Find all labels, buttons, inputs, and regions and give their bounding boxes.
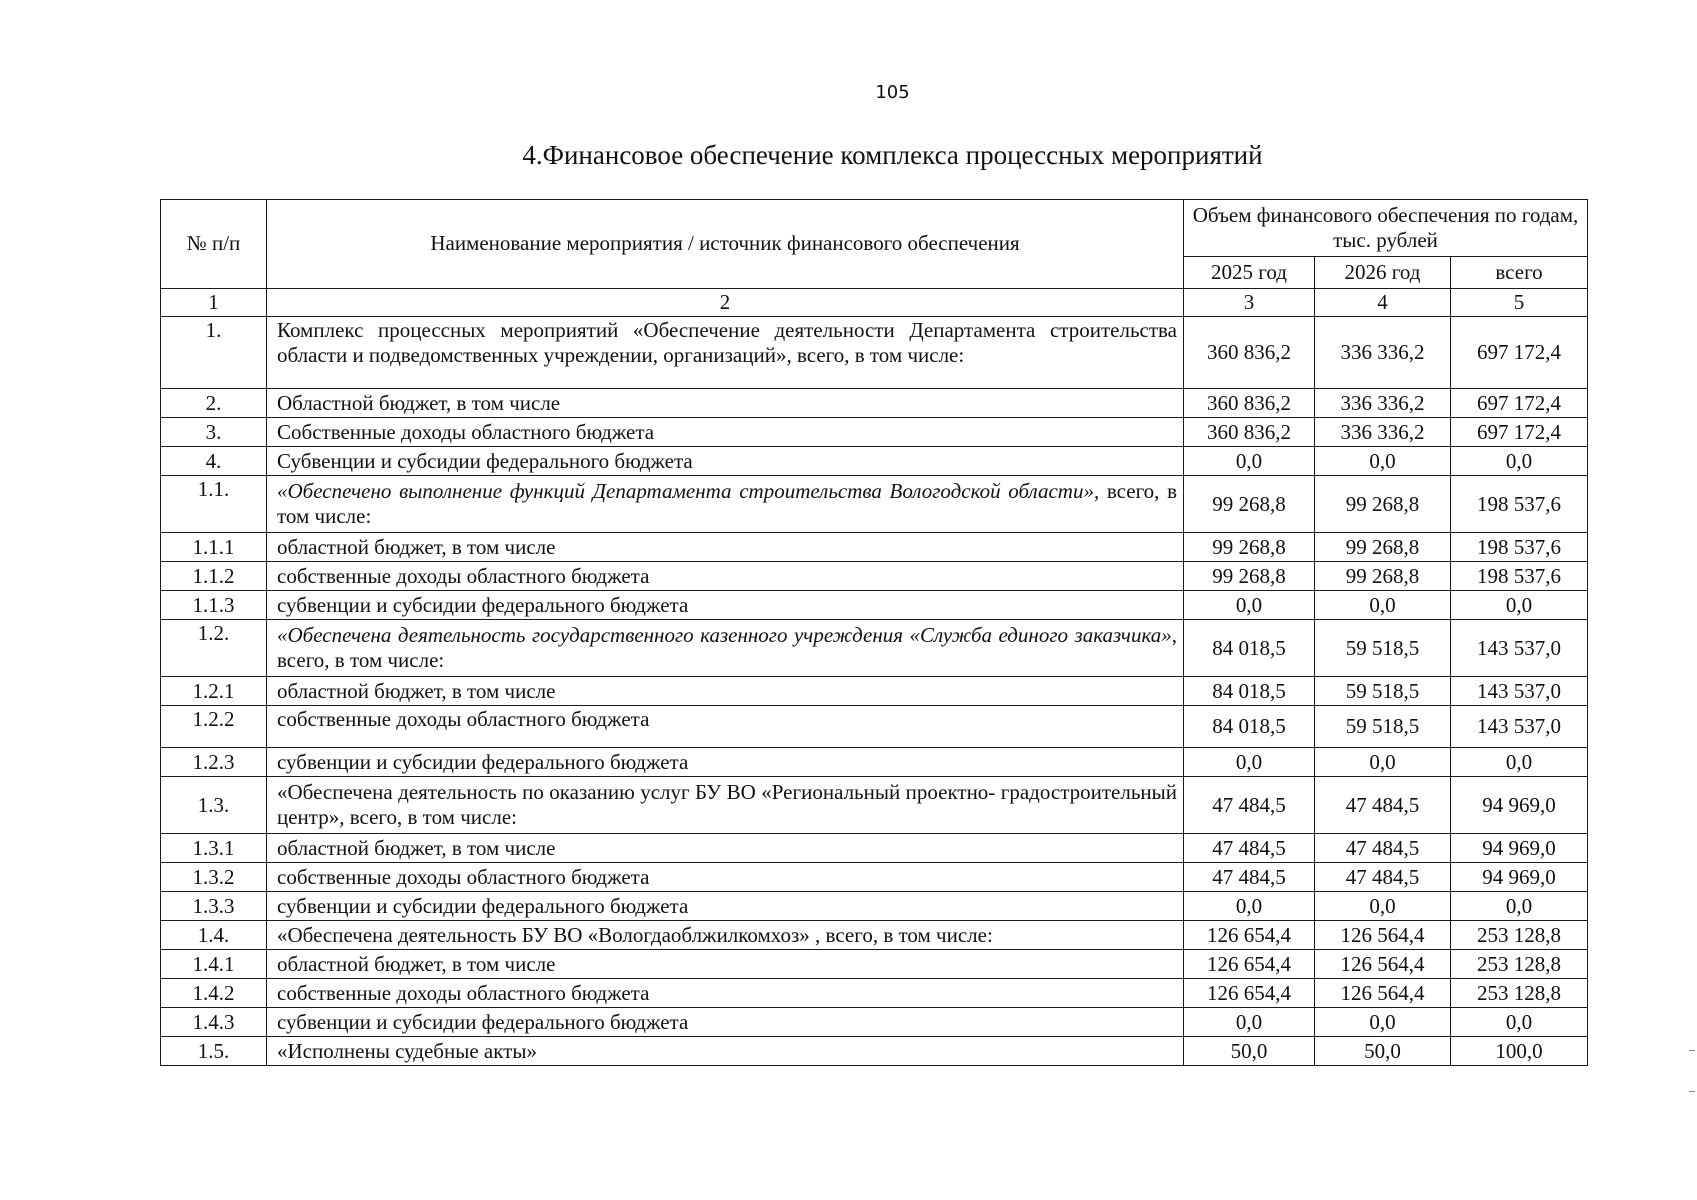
row-name: собственные доходы областного бюджета bbox=[267, 562, 1184, 591]
table-row bbox=[161, 1008, 1588, 1037]
row-name: областной бюджет, в том числе bbox=[267, 950, 1184, 979]
row-number: 1. bbox=[161, 317, 267, 389]
table-row bbox=[161, 892, 1588, 921]
value-2025: 84 018,5 bbox=[1184, 620, 1315, 677]
column-index: 5 bbox=[1451, 289, 1588, 317]
value-2026: 336 336,2 bbox=[1315, 389, 1451, 418]
row-name-italic: «Обеспечена деятельность государственного казенного учреждения «Служба единого заказчика» bbox=[277, 623, 1172, 647]
table-row bbox=[161, 317, 1588, 389]
row-number: 1.1.2 bbox=[161, 562, 267, 591]
row-name: областной бюджет, в том числе bbox=[267, 834, 1184, 863]
table-row bbox=[161, 921, 1588, 950]
row-number: 1.3.1 bbox=[161, 834, 267, 863]
row-name: областной бюджет, в том числе bbox=[267, 533, 1184, 562]
row-number: 1.5. bbox=[161, 1037, 267, 1066]
value-total: 0,0 bbox=[1451, 892, 1588, 921]
value-2025: 0,0 bbox=[1184, 1008, 1315, 1037]
value-2025: 0,0 bbox=[1184, 748, 1315, 777]
row-number: 1.2. bbox=[161, 620, 267, 677]
value-2025: 360 836,2 bbox=[1184, 389, 1315, 418]
value-total: 253 128,8 bbox=[1451, 921, 1588, 950]
row-number: 1.4. bbox=[161, 921, 267, 950]
row-name: областной бюджет, в том числе bbox=[267, 677, 1184, 706]
header-volume: Объем финансового обеспечения по годам, тыс. рублей bbox=[1184, 200, 1588, 257]
value-total: 94 969,0 bbox=[1451, 863, 1588, 892]
table-row bbox=[161, 863, 1588, 892]
value-total: 697 172,4 bbox=[1451, 389, 1588, 418]
value-2025: 47 484,5 bbox=[1184, 834, 1315, 863]
value-total: 697 172,4 bbox=[1451, 317, 1588, 389]
value-total: 0,0 bbox=[1451, 748, 1588, 777]
row-name bbox=[267, 620, 1184, 677]
row-name-suffix: , всего, в том числе: bbox=[277, 479, 1178, 529]
value-2026: 0,0 bbox=[1315, 892, 1451, 921]
row-number: 1.1. bbox=[161, 476, 267, 533]
row-number: 1.4.3 bbox=[161, 1008, 267, 1037]
row-name: «Обеспечена деятельность БУ ВО «Вологдаоблжилкомхоз» , всего, в том числе: bbox=[267, 921, 1184, 950]
row-name-suffix: , всего, в том числе: bbox=[277, 623, 1177, 673]
value-2025: 99 268,8 bbox=[1184, 562, 1315, 591]
row-number: 4. bbox=[161, 447, 267, 476]
value-2025: 84 018,5 bbox=[1184, 706, 1315, 748]
row-number: 3. bbox=[161, 418, 267, 447]
column-index: 4 bbox=[1315, 289, 1451, 317]
header-name: Наименование мероприятия / источник финансового обеспечения bbox=[267, 200, 1184, 289]
value-2026: 126 564,4 bbox=[1315, 979, 1451, 1008]
value-2026: 0,0 bbox=[1315, 591, 1451, 620]
value-2026: 336 336,2 bbox=[1315, 317, 1451, 389]
row-number: 2. bbox=[161, 389, 267, 418]
value-2025: 50,0 bbox=[1184, 1037, 1315, 1066]
value-total: 100,0 bbox=[1451, 1037, 1588, 1066]
value-2026: 59 518,5 bbox=[1315, 620, 1451, 677]
table-row bbox=[161, 834, 1588, 863]
header-year-2025: 2025 год bbox=[1184, 257, 1315, 289]
header-row bbox=[161, 200, 1588, 257]
value-2026: 47 484,5 bbox=[1315, 863, 1451, 892]
page-number: 105 bbox=[875, 82, 910, 103]
column-index-row bbox=[161, 289, 1588, 317]
row-number: 1.1.1 bbox=[161, 533, 267, 562]
table-row bbox=[161, 389, 1588, 418]
table-row bbox=[161, 950, 1588, 979]
row-number: 1.2.3 bbox=[161, 748, 267, 777]
row-name: собственные доходы областного бюджета bbox=[267, 979, 1184, 1008]
header-year-2026: 2026 год bbox=[1315, 257, 1451, 289]
table-row bbox=[161, 476, 1588, 533]
value-2026: 99 268,8 bbox=[1315, 476, 1451, 533]
value-2026: 99 268,8 bbox=[1315, 562, 1451, 591]
value-2026: 59 518,5 bbox=[1315, 677, 1451, 706]
value-total: 253 128,8 bbox=[1451, 979, 1588, 1008]
row-number: 1.4.1 bbox=[161, 950, 267, 979]
row-number: 1.4.2 bbox=[161, 979, 267, 1008]
table-row bbox=[161, 591, 1588, 620]
value-total: 198 537,6 bbox=[1451, 533, 1588, 562]
value-2026: 126 564,4 bbox=[1315, 950, 1451, 979]
table-row bbox=[161, 979, 1588, 1008]
value-2025: 84 018,5 bbox=[1184, 677, 1315, 706]
table-row bbox=[161, 447, 1588, 476]
value-total: 94 969,0 bbox=[1451, 777, 1588, 834]
value-2025: 99 268,8 bbox=[1184, 476, 1315, 533]
row-name bbox=[267, 476, 1184, 533]
value-2026: 126 564,4 bbox=[1315, 921, 1451, 950]
header-number: № п/п bbox=[161, 200, 267, 289]
row-name: субвенции и субсидии федерального бюджета bbox=[267, 1008, 1184, 1037]
row-name-italic: «Обеспечено выполнение функций Департамента строительства Вологодской области» bbox=[277, 479, 1094, 503]
value-2025: 0,0 bbox=[1184, 447, 1315, 476]
document-title: 4.Финансовое обеспечение комплекса процессных мероприятий bbox=[522, 140, 1263, 170]
row-name: субвенции и субсидии федерального бюджета bbox=[267, 591, 1184, 620]
table-row bbox=[161, 1037, 1588, 1066]
row-number: 1.1.3 bbox=[161, 591, 267, 620]
value-total: 697 172,4 bbox=[1451, 418, 1588, 447]
value-2026: 99 268,8 bbox=[1315, 533, 1451, 562]
value-2025: 0,0 bbox=[1184, 892, 1315, 921]
value-2025: 47 484,5 bbox=[1184, 777, 1315, 834]
column-index: 2 bbox=[267, 289, 1184, 317]
row-name: собственные доходы областного бюджета bbox=[267, 863, 1184, 892]
row-number: 1.2.1 bbox=[161, 677, 267, 706]
value-2026: 0,0 bbox=[1315, 748, 1451, 777]
table-row bbox=[161, 620, 1588, 677]
value-2026: 0,0 bbox=[1315, 447, 1451, 476]
value-2025: 360 836,2 bbox=[1184, 418, 1315, 447]
column-index: 1 bbox=[161, 289, 267, 317]
row-number: 1.3.2 bbox=[161, 863, 267, 892]
value-2025: 360 836,2 bbox=[1184, 317, 1315, 389]
row-name: Комплекс процессных мероприятий «Обеспечение деятельности Департамента строительства области и подведомственных учреждении, организаций», всего, в том числе: bbox=[267, 317, 1184, 389]
value-2025: 99 268,8 bbox=[1184, 533, 1315, 562]
value-2026: 59 518,5 bbox=[1315, 706, 1451, 748]
value-total: 143 537,0 bbox=[1451, 677, 1588, 706]
column-index: 3 bbox=[1184, 289, 1315, 317]
row-name: субвенции и субсидии федерального бюджета bbox=[267, 748, 1184, 777]
table-row bbox=[161, 706, 1588, 748]
value-total: 198 537,6 bbox=[1451, 476, 1588, 533]
row-name: «Обеспечена деятельность по оказанию услуг БУ ВО «Региональный проектно- градостроительный центр», всего, в том числе: bbox=[267, 777, 1184, 834]
row-name: «Исполнены судебные акты» bbox=[267, 1037, 1184, 1066]
scan-edge-marks bbox=[1689, 1050, 1695, 1092]
value-total: 94 969,0 bbox=[1451, 834, 1588, 863]
financing-table bbox=[160, 199, 1588, 1066]
row-name: Областной бюджет, в том числе bbox=[267, 389, 1184, 418]
value-2026: 47 484,5 bbox=[1315, 834, 1451, 863]
value-2025: 47 484,5 bbox=[1184, 863, 1315, 892]
table-row bbox=[161, 562, 1588, 591]
row-name: Субвенции и субсидии федерального бюджета bbox=[267, 447, 1184, 476]
value-2025: 126 654,4 bbox=[1184, 979, 1315, 1008]
value-2025: 0,0 bbox=[1184, 591, 1315, 620]
table-row bbox=[161, 677, 1588, 706]
value-total: 0,0 bbox=[1451, 447, 1588, 476]
row-number: 1.3. bbox=[161, 777, 267, 834]
value-2025: 126 654,4 bbox=[1184, 921, 1315, 950]
row-number: 1.3.3 bbox=[161, 892, 267, 921]
header-total: всего bbox=[1451, 257, 1588, 289]
row-name: Собственные доходы областного бюджета bbox=[267, 418, 1184, 447]
value-2026: 47 484,5 bbox=[1315, 777, 1451, 834]
value-2025: 126 654,4 bbox=[1184, 950, 1315, 979]
row-name: субвенции и субсидии федерального бюджета bbox=[267, 892, 1184, 921]
value-2026: 50,0 bbox=[1315, 1037, 1451, 1066]
row-name: собственные доходы областного бюджета bbox=[267, 706, 1184, 748]
table-row bbox=[161, 777, 1588, 834]
value-total: 253 128,8 bbox=[1451, 950, 1588, 979]
value-2026: 0,0 bbox=[1315, 1008, 1451, 1037]
value-total: 143 537,0 bbox=[1451, 706, 1588, 748]
value-total: 198 537,6 bbox=[1451, 562, 1588, 591]
value-2026: 336 336,2 bbox=[1315, 418, 1451, 447]
value-total: 0,0 bbox=[1451, 1008, 1588, 1037]
value-total: 0,0 bbox=[1451, 591, 1588, 620]
table-row bbox=[161, 748, 1588, 777]
table-row bbox=[161, 418, 1588, 447]
row-number: 1.2.2 bbox=[161, 706, 267, 748]
table-row bbox=[161, 533, 1588, 562]
value-total: 143 537,0 bbox=[1451, 620, 1588, 677]
